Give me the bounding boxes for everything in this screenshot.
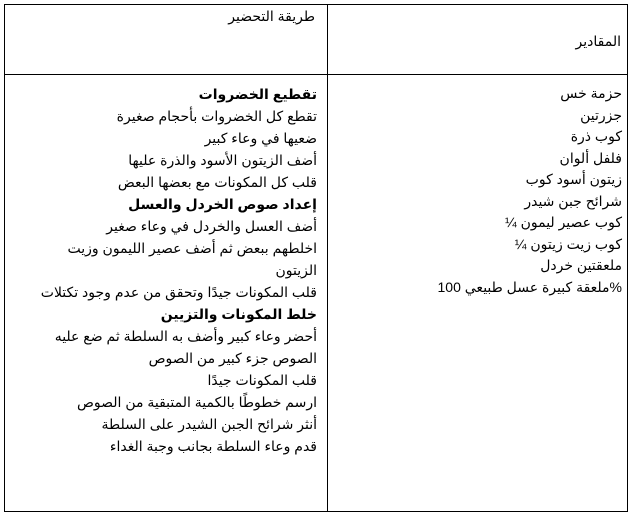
ingredient-item: %ملعقة كبيرة عسل طبيعي 100	[437, 278, 622, 295]
method-step: اخلطهم ببعض ثم أضف عصير الليمون وزيت	[67, 240, 317, 256]
method-step: الصوص جزء كبير من الصوص	[148, 350, 317, 366]
ingredient-item: ملعقتين خردل	[540, 257, 622, 273]
ingredient-item: فلفل ألوان	[559, 149, 622, 166]
row-divider	[5, 74, 627, 75]
method-section-heading: تقطيع الخضروات	[198, 86, 317, 102]
method-step: أضف الزيتون الأسود والذرة عليها	[128, 152, 317, 168]
method-section-heading: خلط المكونات والتزيين	[160, 306, 317, 322]
ingredient-item: كوب عصير ليمون ¼	[505, 214, 622, 230]
method-step: قلب كل المكونات مع بعضها البعض	[117, 174, 317, 190]
method-header: طريقة التحضير	[228, 8, 315, 24]
ingredient-item: كوب ذرة	[570, 128, 622, 144]
ingredient-item: جزرتين	[580, 106, 622, 123]
method-step: أحضر وعاء كبير وأضف به السلطة ثم ضع عليه	[54, 328, 317, 344]
method-step: أضف العسل والخردل في وعاء صغير	[106, 218, 317, 234]
ingredient-item: شرائح جبن شيدر	[524, 192, 622, 209]
ingredients-list	[328, 83, 622, 298]
method-steps	[5, 83, 317, 457]
method-step: قلب المكونات جيدًا	[207, 372, 317, 388]
method-step: قدم وعاء السلطة بجانب وجبة الغداء	[109, 438, 317, 454]
ingredient-item: زيتون أسود كوب	[525, 171, 622, 187]
recipe-table	[4, 4, 628, 512]
method-step: قلب المكونات جيدًا وتحقق من عدم وجود تكتلات	[40, 284, 317, 300]
method-section-heading: إعداد صوص الخردل والعسل	[128, 196, 317, 212]
method-step: ارسم خطوطًا بالكمية المتبقية من الصوص	[76, 394, 317, 410]
ingredient-item: حزمة خس	[560, 85, 622, 101]
method-step: الزيتون	[275, 262, 317, 278]
method-step: تقطع كل الخضروات بأحجام صغيرة	[116, 108, 317, 124]
ingredients-header: المقادير	[575, 33, 621, 49]
method-step: ضعيها في وعاء كبير	[204, 130, 317, 146]
method-step: أنثر شرائح الجبن الشيدر على السلطة	[101, 416, 317, 432]
ingredient-item: كوب زيت زيتون ¼	[514, 235, 622, 252]
